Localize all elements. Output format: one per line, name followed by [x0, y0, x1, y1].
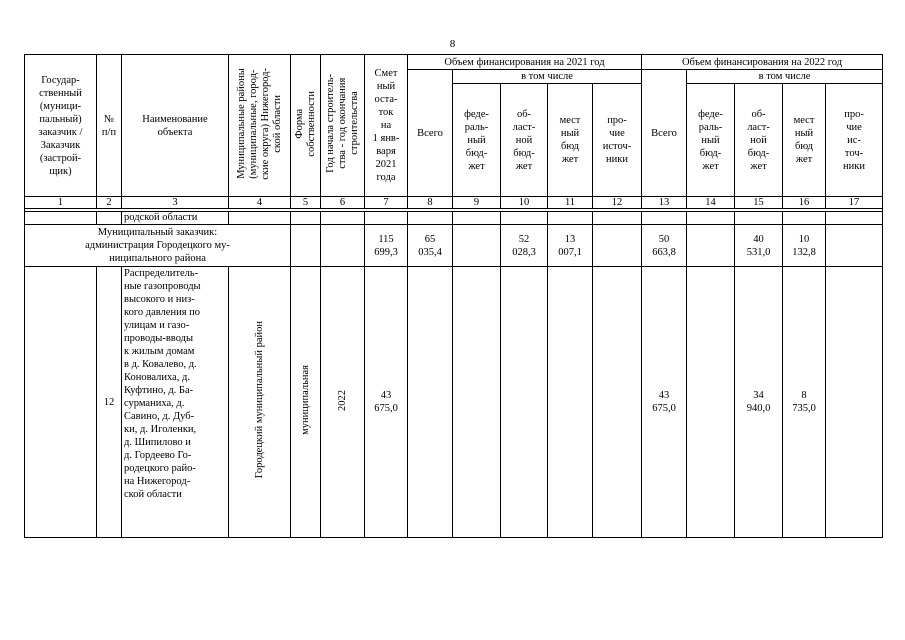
header-regional-2021: об- ласт- ной бюд- жет	[501, 84, 548, 197]
header-fin-2021: Объем финансирования на 2021 год	[408, 55, 642, 70]
col-num-1: 1	[25, 197, 97, 209]
customer-regional-2021: 52 028,3	[501, 225, 548, 267]
row-district-text: Городецкий муниципальный район	[253, 321, 265, 479]
row-balance: 43 675,0	[365, 267, 408, 538]
header-row-1	[25, 55, 883, 70]
header-federal-2021: феде- раль- ный бюд- жет	[453, 84, 501, 197]
header-years	[321, 55, 365, 197]
header-fin-2022: Объем финансирования на 2022 год	[642, 55, 883, 70]
col-num-13: 13	[642, 197, 687, 209]
customer-total-2021: 65 035,4	[408, 225, 453, 267]
col-num-3: 3	[122, 197, 229, 209]
header-total-2022: Всего	[642, 70, 687, 197]
customer-local-2021: 13 007,1	[548, 225, 593, 267]
investment-program-table	[24, 54, 883, 538]
col-num-4: 4	[229, 197, 291, 209]
col-num-16: 16	[783, 197, 826, 209]
header-federal-2022: феде- раль- ный бюд- жет	[687, 84, 735, 197]
col-num-8: 8	[408, 197, 453, 209]
continuation-row	[25, 212, 883, 225]
header-years-text: Год начала строитель- ства - год окончания строительства	[324, 74, 360, 173]
col-num-15: 15	[735, 197, 783, 209]
col-num-6: 6	[321, 197, 365, 209]
customer-label: Муниципальный заказчик: администрация Городецкого му- ниципального района	[25, 225, 291, 267]
customer-local-2022: 10 132,8	[783, 225, 826, 267]
header-regional-2022: об- ласт- ной бюд- жет	[735, 84, 783, 197]
row-regional-2022: 34 940,0	[735, 267, 783, 538]
col-num-14: 14	[687, 197, 735, 209]
header-number: № п/п	[97, 55, 122, 197]
header-including-2022: в том числе	[687, 70, 883, 84]
header-districts-text: Муниципальные районы (муниципальные, город- ские округа) Нижегород- ской области	[235, 67, 283, 180]
col-num-17: 17	[826, 197, 883, 209]
col-num-7: 7	[365, 197, 408, 209]
col-num-9: 9	[453, 197, 501, 209]
customer-row	[25, 225, 883, 267]
row-years-text: 2022	[336, 389, 348, 411]
row-district	[229, 267, 291, 538]
col-num-2: 2	[97, 197, 122, 209]
header-balance: Смет ный оста- ток на 1 янв- варя 2021 года	[365, 55, 408, 197]
row-ownership-text: муниципальная	[299, 365, 311, 435]
col-num-5: 5	[291, 197, 321, 209]
header-districts	[229, 55, 291, 197]
row-total-2022: 43 675,0	[642, 267, 687, 538]
col-num-11: 11	[548, 197, 593, 209]
row-years	[321, 267, 365, 538]
header-other-2022: про- чие ис- точ- ники	[826, 84, 883, 197]
header-including-2021: в том числе	[453, 70, 642, 84]
row-object-name: Распределитель- ные газопроводы высокого и низ- кого давления по улицам и газо- проводы-вводы к жилым домам в д. Ковалево, д. Коновалиха, д. Куфтино, д. Ба- сурманиха, д. Савино, д. Дуб- ки, д. Иголенки, д. Шипилово и д. Гордеево Го- родецкого райо- на Нижегород- ской области	[122, 267, 229, 538]
header-customer: Государ- ственный (муници- пальный) заказчик / Заказчик (застрой- щик)	[25, 55, 97, 197]
column-numbers-row	[25, 197, 883, 209]
customer-total-2022: 50 663,8	[642, 225, 687, 267]
header-object-name: Наименование объекта	[122, 55, 229, 197]
customer-regional-2022: 40 531,0	[735, 225, 783, 267]
col-num-10: 10	[501, 197, 548, 209]
header-total-2021: Всего	[408, 70, 453, 197]
customer-balance: 115 699,3	[365, 225, 408, 267]
row-ownership	[291, 267, 321, 538]
col-num-12: 12	[593, 197, 642, 209]
page-number: 8	[449, 38, 456, 50]
continuation-text: родской области	[122, 212, 229, 225]
header-other-2021: про- чие источ- ники	[593, 84, 642, 197]
header-local-2022: мест ный бюд жет	[783, 84, 826, 197]
header-ownership-text: Форма собственности	[293, 90, 317, 157]
table-row	[25, 267, 883, 538]
header-local-2021: мест ный бюд жет	[548, 84, 593, 197]
header-ownership	[291, 55, 321, 197]
row-number: 12	[97, 267, 122, 538]
row-local-2022: 8 735,0	[783, 267, 826, 538]
